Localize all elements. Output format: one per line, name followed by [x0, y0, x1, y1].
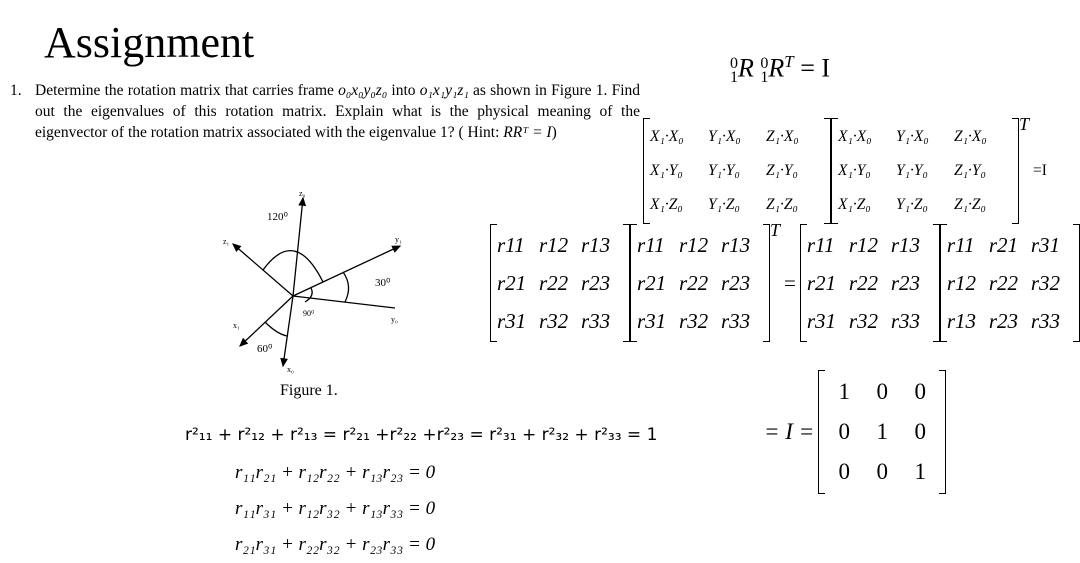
frame-0: o₀x₀y₀z₀ [338, 82, 388, 99]
label-120: 120⁰ [267, 211, 288, 223]
identity-cell: 0 [838, 419, 850, 444]
pre-bot-2: 1 [760, 68, 769, 86]
hat-right-cell: Z₁·Z₀ [954, 196, 986, 213]
hat-left-cell: X₁·Y₀ [650, 162, 683, 179]
r2-cell: r32 [679, 308, 709, 333]
identity-cell: 0 [838, 459, 850, 484]
figure-1-diagram [215, 186, 415, 381]
r-rhs: R [768, 53, 785, 83]
label-x1: x₁ [233, 321, 240, 330]
hat-left-cell: Z₁·Y₀ [766, 162, 798, 179]
hat-right-cell: Y₁·Z₀ [896, 196, 928, 213]
hat-left-cell: X₁·Z₀ [650, 196, 683, 213]
identity-cell: 0 [914, 379, 926, 404]
pre-top: 0 [730, 54, 738, 72]
label-x0: x₀ [287, 365, 294, 374]
rotation-identity [730, 52, 830, 85]
hat-right-cell: Y₁·X₀ [896, 128, 929, 145]
r3-cell: r21 [806, 270, 837, 295]
hat-left-cell: Z₁·Z₀ [766, 196, 798, 213]
identity-matrix [818, 370, 946, 494]
r3-cell: r22 [848, 270, 879, 295]
r3-cell: r31 [806, 308, 837, 333]
hat-t-sup: T [1019, 114, 1030, 134]
arc-30 [343, 272, 349, 302]
identity-equation [760, 370, 946, 494]
r1-cell: r12 [539, 232, 569, 257]
r-lhs: R [738, 53, 754, 83]
equation-orth-13: r₁₁r₃₁ + r₁₂r₃₂ + r₁₃r₃₃ = 0 [235, 498, 436, 519]
r-matrix-4 [940, 224, 1080, 342]
problem-text-b: into [387, 82, 420, 99]
identity-cell: 0 [876, 379, 888, 404]
label-30: 30⁰ [375, 277, 391, 289]
eq-i: = I [800, 53, 831, 83]
r-matrix-1 [490, 224, 630, 342]
r4-cell: r13 [946, 308, 977, 333]
label-z1: z₁ [223, 237, 230, 246]
r-eq: = [784, 270, 796, 295]
arc-60 [265, 322, 287, 336]
r3-cell: r13 [890, 232, 921, 257]
r-matrix-2 [630, 224, 770, 342]
hat-right-cell: Z₁·X₀ [954, 128, 987, 145]
hat-left-cell: Z₁·X₀ [766, 128, 799, 145]
equation-norm: r²₁₁ + r²₁₂ + r²₁₃ = r²₂₁ +r²₂₂ +r²₂₃ = r²₃₁ + r²₃₂ + r²₃₃ = 1 [185, 425, 658, 445]
r4-cell: r11 [946, 232, 975, 257]
r1-cell: r32 [539, 308, 569, 333]
r2-cell: r11 [637, 232, 665, 257]
identity-cell: 1 [876, 419, 888, 444]
pre-bot: 1 [730, 68, 738, 86]
hat-matrix-right [831, 118, 1019, 224]
y0-axis [293, 296, 395, 308]
r4-cell: r21 [988, 232, 1019, 257]
hat-right-cell: Y₁·Y₀ [896, 162, 928, 179]
hat-left-cell: Y₁·Z₀ [708, 196, 740, 213]
identity-cell: 0 [876, 459, 888, 484]
identity-cell: 0 [914, 419, 926, 444]
problem-statement [10, 80, 640, 143]
identity-cell: 1 [914, 459, 926, 484]
hat-matrix-left [643, 118, 831, 224]
r4-cell: r32 [1030, 270, 1061, 295]
r2-cell: r33 [721, 308, 751, 333]
z0-axis [293, 198, 303, 296]
identity-cell: 1 [838, 379, 850, 404]
hat-left-cell: Y₁·X₀ [708, 128, 741, 145]
hat-left-cell: X₁·X₀ [650, 128, 684, 145]
r4-cell: r23 [988, 308, 1019, 333]
equation-orth-23: r₂₁r₃₁ + r₂₂r₃₂ + r₂₃r₃₃ = 0 [235, 534, 436, 555]
hat-right-cell: Z₁·Y₀ [954, 162, 986, 179]
r4-cell: r31 [1030, 232, 1061, 257]
identity-prefix: = I = [764, 419, 815, 444]
hat-left-cell: Y₁·Y₀ [708, 162, 740, 179]
hat-right-cell: X₁·X₀ [838, 128, 872, 145]
r4-cell: r12 [946, 270, 977, 295]
equation-orth-12: r₁₁r₂₁ + r₁₂r₂₂ + r₁₃r₂₃ = 0 [235, 462, 436, 483]
figure-caption: Figure 1. [280, 382, 338, 399]
r1-cell: r33 [581, 308, 611, 333]
problem-text-d: ) [551, 124, 557, 141]
hat-matrix-equation [643, 114, 1051, 224]
r1-cell: r31 [497, 308, 527, 333]
r3-cell: r32 [848, 308, 879, 333]
page-title: Assignment [44, 18, 255, 67]
label-y0: y₀ [391, 315, 398, 324]
r4-cell: r33 [1030, 308, 1061, 333]
x1-axis [240, 296, 293, 346]
hint-formula: RRᵀ = I [503, 124, 552, 141]
r3-cell: r12 [848, 232, 879, 257]
hat-right-cell: X₁·Y₀ [838, 162, 871, 179]
frame-1: o₁x₁y₁z₁ [419, 82, 469, 99]
label-z0: z₀ [299, 189, 306, 198]
r3-cell: r23 [890, 270, 921, 295]
r2-cell: r12 [679, 232, 709, 257]
problem-text-a: Determine the rotation matrix that carries frame [35, 82, 339, 99]
hat-right-cell: X₁·Z₀ [838, 196, 871, 213]
r-matrix-3 [800, 224, 940, 342]
r3-cell: r33 [890, 308, 921, 333]
r2-cell: r22 [679, 270, 709, 295]
pre-top-2: 0 [760, 54, 769, 72]
hat-eq: =I [1033, 162, 1047, 179]
x0-axis [283, 296, 293, 366]
r1-cell: r23 [581, 270, 611, 295]
r2-cell: r31 [637, 308, 667, 333]
r4-cell: r22 [988, 270, 1019, 295]
r2-cell: r21 [637, 270, 667, 295]
r1-cell: r11 [497, 232, 525, 257]
problem-text-c: as shown in Figure 1. Find out the eigenvalues of this rotation matrix. Explain what is the physical meaning of the eigenvector of the rotation matrix associated with the eigenvalue 1? ( Hint: [35, 82, 641, 141]
r2-cell: r23 [721, 270, 751, 295]
problem-number: 1. [10, 82, 22, 99]
r3-cell: r11 [806, 232, 835, 257]
t-sup: T [784, 52, 794, 71]
label-y1: y₁ [395, 235, 402, 244]
label-90: 90⁰ [303, 309, 315, 318]
r1-cell: r13 [581, 232, 611, 257]
label-60: 60⁰ [257, 343, 273, 355]
r-matrix-equation [490, 220, 1080, 342]
r2-cell: r13 [721, 232, 751, 257]
r1-cell: r22 [539, 270, 569, 295]
r1-cell: r21 [497, 270, 527, 295]
r-t-sup: T [770, 220, 781, 240]
